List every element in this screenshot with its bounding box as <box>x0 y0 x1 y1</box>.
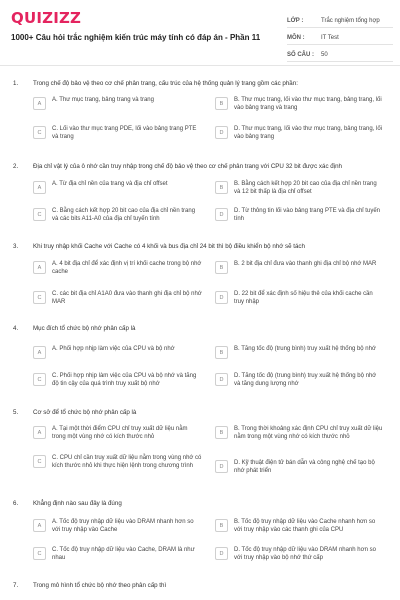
option-b[interactable] <box>215 425 393 441</box>
option-a[interactable] <box>33 518 211 534</box>
option-d[interactable] <box>215 546 393 562</box>
option-letter: D <box>215 126 228 139</box>
option-d[interactable] <box>215 290 393 306</box>
option-b[interactable] <box>215 96 393 112</box>
option-text: B. Bằng cách kết hợp 20 bit cao của địa chỉ nền trang và 12 bit thấp là địa chỉ offset <box>234 181 377 195</box>
option-letter: D <box>215 373 228 386</box>
question-text: Khẳng định nào sau đây là đúng <box>33 500 122 507</box>
option-letter: C <box>33 208 46 221</box>
option-text: B. 2 bit địa chỉ đưa vào thanh ghi địa chỉ bộ nhớ MAR <box>234 261 377 267</box>
option-a[interactable] <box>33 96 211 110</box>
option-a[interactable] <box>33 180 211 194</box>
option-a[interactable] <box>33 260 211 276</box>
option-text: A. Phối hợp nhịp làm việc của CPU và bộ nhớ <box>52 346 175 352</box>
option-a[interactable] <box>33 425 211 441</box>
option-letter: A <box>33 97 46 110</box>
option-c[interactable] <box>33 372 211 388</box>
question-number: 6. <box>13 500 19 507</box>
option-text: D. 22 bit để xác định số hiệu thẻ của khối cache cần truy nhập <box>234 291 373 305</box>
option-b[interactable] <box>215 260 393 274</box>
option-text: C. Bằng cách kết hợp 20 bit cao của địa chỉ nền trang và các bits A11-A0 của địa chỉ tuyến tính <box>52 208 196 222</box>
option-text: D. Tốc độ truy nhập dữ liệu vào DRAM nhanh hơn so với truy nhập vào bộ nhớ thứ cấp <box>234 547 376 561</box>
document-header <box>0 0 400 66</box>
option-letter: D <box>215 208 228 221</box>
option-letter: A <box>33 261 46 274</box>
meta-row-subject <box>287 29 393 45</box>
option-b[interactable] <box>215 345 393 359</box>
option-text: C. Tốc độ truy nhập dữ liệu vào Cache, DRAM là như nhau <box>52 547 195 561</box>
option-letter: D <box>215 460 228 473</box>
meta-info <box>287 12 393 63</box>
option-letter: B <box>215 519 228 532</box>
option-text: A. Từ địa chỉ nền của trang và địa chỉ offset <box>52 181 168 187</box>
question-text: Địa chỉ vật lý của ô nhớ cần truy nhập trong chế độ bảo vệ theo cơ chế phân trang với CPU 32 bit được xác định <box>33 163 342 170</box>
option-text: C. CPU chỉ cần truy xuất dữ liệu nằm trong vùng nhớ có kích thước nhỏ khi thực hiện lệnh trong chương trình <box>52 455 202 469</box>
option-d[interactable] <box>215 125 393 141</box>
option-letter: D <box>215 547 228 560</box>
meta-label: LỚP : <box>287 18 304 24</box>
question-number: 4. <box>13 325 19 332</box>
option-text: D. Thư mục trang, lối vào thư mục trang, bảng trang, lối vào bảng trang <box>234 126 382 140</box>
option-letter: C <box>33 126 46 139</box>
option-text: C. Lối vào thư mục trang PDE, lối vào bảng trang PTE và trang <box>52 126 197 140</box>
option-text: D. Từ thông tin lối vào bảng trang PTE và địa chỉ tuyến tính <box>234 208 380 222</box>
option-letter: B <box>215 261 228 274</box>
option-text: B. Tốc độ truy nhập dữ liệu vào Cache nhanh hơn so với truy nhập vào các thanh ghi của CPU <box>234 519 376 533</box>
meta-value: Trắc nghiệm tổng hợp <box>321 18 380 24</box>
question-text: Trong chế độ bảo vệ theo cơ chế phân trang, cấu trúc của hệ thống quản lý trang gồm các phần: <box>33 80 298 87</box>
meta-label: SỐ CÂU : <box>287 52 314 58</box>
question-number: 7. <box>13 582 19 589</box>
option-text: C. Phối hợp nhịp làm việc của CPU và bộ nhớ và tăng độ tin cậy của quá trình truy xuất bộ nhớ <box>52 373 197 387</box>
option-text: A. Thư mục trang, bảng trang và trang <box>52 97 154 103</box>
option-letter: C <box>33 455 46 468</box>
meta-label: MÔN : <box>287 35 305 41</box>
option-letter: B <box>215 181 228 194</box>
option-b[interactable] <box>215 518 393 534</box>
question-text: Cơ sở để tổ chức bộ nhớ phân cấp là <box>33 409 137 416</box>
option-d[interactable] <box>215 207 393 223</box>
option-d[interactable] <box>215 372 393 388</box>
option-letter: A <box>33 519 46 532</box>
question-number: 1. <box>13 80 19 87</box>
document-title: 1000+ Câu hỏi trắc nghiệm kiến trúc máy tính có đáp án - Phần 11 <box>11 33 261 42</box>
question-text: Trong mô hình tổ chức bộ nhớ theo phân cấp thì <box>33 582 167 589</box>
option-letter: B <box>215 346 228 359</box>
meta-value: IT Test <box>321 35 339 41</box>
question-text: Mục đích tổ chức bộ nhớ phân cấp là <box>33 325 136 332</box>
option-b[interactable] <box>215 180 393 196</box>
question-text: Khi truy nhập khối Cache với Cache có 4 khối và bus địa chỉ 24 bit thì bộ điều khiển bộ nhớ sẽ tách <box>33 243 305 250</box>
option-text: C. các bit địa chỉ A1A0 đưa vào thanh ghi địa chỉ bộ nhớ MAR <box>52 291 202 305</box>
option-letter: C <box>33 291 46 304</box>
option-d[interactable] <box>215 459 393 475</box>
question-number: 5. <box>13 409 19 416</box>
option-c[interactable] <box>33 125 211 141</box>
option-letter: A <box>33 346 46 359</box>
option-text: B. Thư mục trang, lối vào thư mục trang, bảng trang, lối vào bảng trang và trang <box>234 97 382 111</box>
option-letter: B <box>215 426 228 439</box>
option-text: B. Trong thời khoảng xác định CPU chỉ truy xuất dữ liệu nằm trong một vùng nhớ có kích thước nhỏ <box>234 426 383 440</box>
question-number: 3. <box>13 243 19 250</box>
question-number: 2. <box>13 163 19 170</box>
option-text: A. 4 bit địa chỉ để xác định vị trí khối cache trong bộ nhớ cache <box>52 261 202 275</box>
option-text: B. Tăng tốc độ (trung bình) truy xuất hệ thống bộ nhớ <box>234 346 376 352</box>
option-c[interactable] <box>33 546 211 562</box>
option-text: D. Tăng tốc độ (trung bình) truy xuất hệ thống bộ nhớ và tăng dung lượng nhớ <box>234 373 377 387</box>
option-letter: A <box>33 426 46 439</box>
option-letter: C <box>33 373 46 386</box>
option-letter: A <box>33 181 46 194</box>
option-text: D. Kỹ thuật điện tử bán dẫn và công nghệ chế tạo bộ nhớ phát triển <box>234 460 375 474</box>
option-c[interactable] <box>33 454 211 470</box>
meta-value: 50 <box>321 52 328 58</box>
option-a[interactable] <box>33 345 211 359</box>
option-c[interactable] <box>33 207 211 223</box>
option-letter: D <box>215 291 228 304</box>
option-c[interactable] <box>33 290 211 306</box>
option-letter: C <box>33 547 46 560</box>
meta-row-class <box>287 12 393 28</box>
quizizz-logo: QUIZIZZ <box>11 9 82 27</box>
option-text: A. Tốc độ truy nhập dữ liệu vào DRAM nhanh hơn so với truy nhập vào Cache <box>52 519 194 533</box>
meta-row-count <box>287 46 393 62</box>
option-letter: B <box>215 97 228 110</box>
option-text: A. Tại một thời điểm CPU chỉ truy xuất dữ liệu nằm trong một vùng nhớ có kích thước nhỏ <box>52 426 188 440</box>
